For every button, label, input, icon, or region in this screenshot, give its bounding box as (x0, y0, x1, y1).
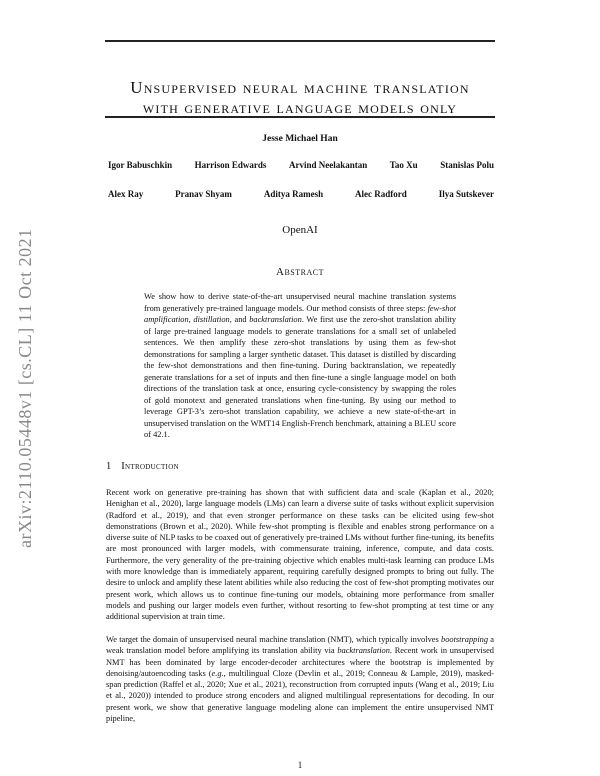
author: Alec Radford (355, 189, 407, 199)
author: Tao Xu (389, 160, 418, 170)
author-row-1 (108, 160, 494, 170)
author: Ilya Sutskever (438, 189, 494, 199)
author: Aditya Ramesh (263, 189, 324, 199)
title-line-1: Unsupervised neural machine translation (130, 78, 470, 97)
bottom-rule (105, 116, 495, 118)
paper-title (60, 78, 540, 118)
author-row-2 (108, 189, 494, 199)
affiliation: OpenAI (282, 224, 318, 236)
author: Pranav Shyam (175, 189, 232, 199)
intro-paragraph-2: We target the domain of unsupervised neural machine translation (NMT), which typically involves bootstrapping a weak translation model before amplifying its translation ability via backtranslation. Recent work in unsupervised NMT has been dominated by large encoder-decoder architectures where the bootstrap is implemented by denoising/autoencoding tasks (e.g., multilingual Cloze (Devlin et al., 2019; Conneau & Lample, 2019), masked-span prediction (Raffel et al., 2020; Xue et al., 2021), reconstruction from corrupted inputs (Wang et al., 2019; Liu et al., 2020)) intended to produce strong encoders and aligned multilingual representations for decoding. In our present work, we show that generative language modeling alone can implement the entire unsupervised NMT pipeline, (106, 635, 495, 724)
author: Arvind Neelakantan (288, 160, 368, 170)
section-number: 1 (106, 461, 112, 472)
page-number: 1 (297, 760, 303, 770)
abstract-text: We show how to derive state-of-the-art unsupervised neural machine translation systems from generatively pre-trained language models. Our method consists of three steps: few-shot amplification, distillation, and backtranslation. We first use the zero-shot translation ability of large pre-trained language models to generate translations for a small set of unlabeled sentences. We then amplify these zero-shot translations by using them as few-shot demonstrations for sampling a larger synthetic dataset. This dataset is distilled by discarding the few-shot demonstrations and then fine-tuning. During backtranslation, we repeatedly generate translations for a set of inputs and then fine-tune a single language model on both directions of the translation task at once, ensuring cycle-consistency by swapping the roles of gold monotext and generated translations when fine-tuning. By using our method to leverage GPT-3’s zero-shot translation capability, we achieve a new state-of-the-art in unsupervised translation on the WMT14 English-French benchmark, attaining a BLEU score of 42.1. (144, 292, 457, 439)
abstract-heading: Abstract (276, 266, 324, 278)
title-line-2: with generative language models only (142, 98, 458, 117)
author: Alex Ray (108, 189, 144, 199)
intro-paragraph-1: Recent work on generative pre-training has shown that with sufficient data and scale (Kaplan et al., 2020; Henighan et al., 2020), large language models (LMs) can learn a diverse suite of tasks without explicit supervision (Radford et al., 2019), and that even stronger performance on these tasks can be elicited using few-shot demonstrations (Brown et al., 2020). While few-shot prompting is flexible and enables strong performance on a diverse suite of NLP tasks to be coaxed out of generatively pre-trained LMs without further fine-tuning, its benefits are most pronounced with larger models, with commensurate training, inference, compute, and data costs. Furthermore, the very generality of the pre-training objective which enables multi-task learning can produce LMs with more knowledge than is immediately apparent, requiring carefully designed prompts to bring out fully. The desire to unlock and amplify these latent abilities while also reducing the cost of few-shot prompting motivates our present work, which allows us to continue fine-tuning our models, obtaining more performance from smaller models and pushing our larger models even further, without resorting to few-shot prompting at test time or any additional supervision at train time. (106, 488, 494, 622)
section-title: Introduction (121, 461, 179, 472)
author: Harrison Edwards (194, 160, 267, 170)
arxiv-identifier: arXiv:2110.05448v1 [cs.CL] 11 Oct 2021 (15, 228, 35, 548)
top-rule (105, 40, 495, 42)
author: Igor Babuschkin (108, 160, 173, 170)
first-author: Jesse Michael Han (262, 134, 338, 144)
author: Stanislas Polu (440, 160, 494, 170)
section-heading (106, 461, 179, 472)
